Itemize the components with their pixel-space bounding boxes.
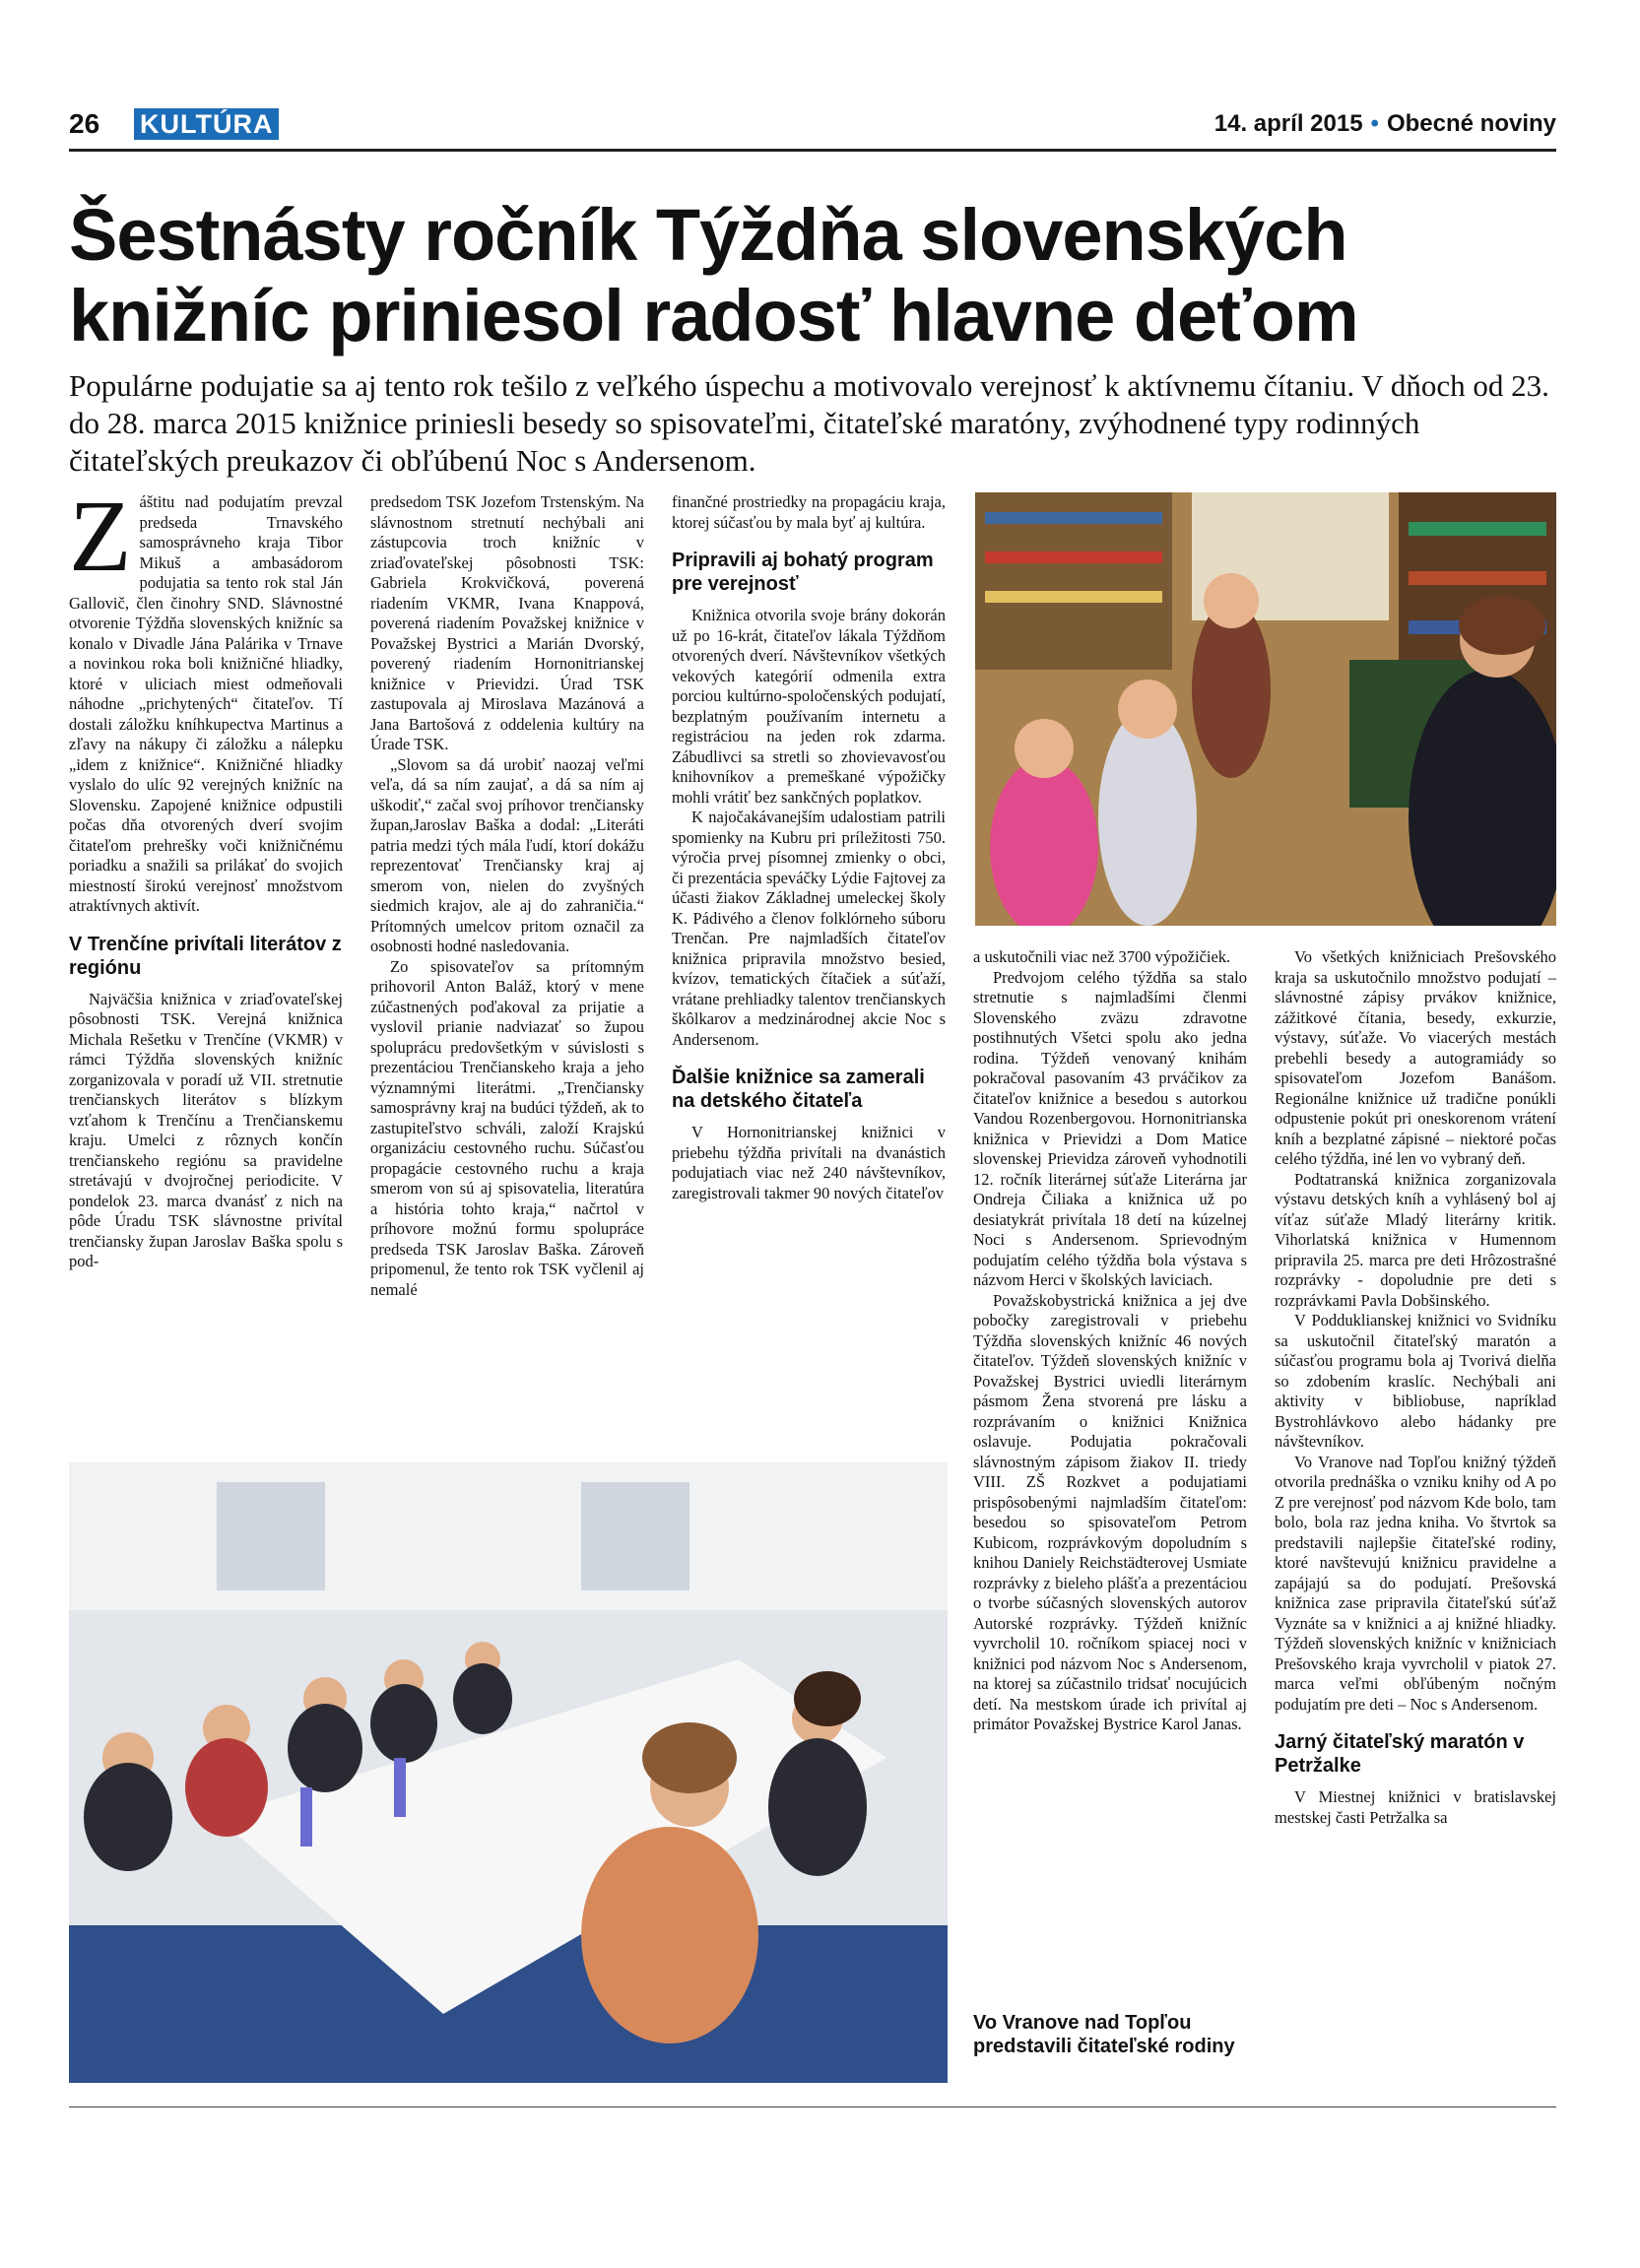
meeting-photo-illustration <box>69 1462 948 2083</box>
paragraph: Považskobystrická knižnica a jej dve pobočky zaregistrovali v priebehu Týždňa slovenských knižníc 46 nových čitateľov. Týždeň slovenských knižníc v Považskej Bystrici uviedli literárnym pásmom Žena stvorená pre lásku a rozprávaním o knižnici Knižnica oslavuje. Podujatia pokračovali slávnostným zápisom žiakov II. triedy VIII. ZŠ Rozkvet a podujatiami prispôsobenými najmladším čitateľom: besedou so spisovateľom Petrom Kubicom, rozprávkovým dopoludním s knihou Daniely Reichstädterovej Usmiate rozprávky z bieleho plášťa a prezentáciou o tvorbe súčasných slovenských autorov Autorské rozprávky. Týždeň knižníc vyvrcholil 10. ročníkom spiacej noci v knižnici pod názvom Noc s Andersenom, na ktorej sa zúčastnilo tridsať nocujúcich detí. Na mestskom úrade ich privítal aj primátor Považskej Bystrice Karol Janas. <box>973 1290 1247 1733</box>
column-5 <box>1275 947 1556 1828</box>
article-headline: Šestnásty ročník Týždňa slovenských knižníc priniesol radosť hlavne deťom <box>69 194 1358 356</box>
paragraph: predsedom TSK Jozefom Trstenským. Na slávnostnom stretnutí nechýbali ani zástupcovia troch knižníc v zriaďovateľskej pôsobnosti TSK: Gabriela Krokvičková, poverená riadením VKMR, Ivana Knappová, poverená riadením Považskej knižnice v Považskej Bystrici a Marián Dvorský, poverený riadením Hornonitrianskej knižnice v Prievidzi. Úrad TSK zastupovala aj Miroslava Mazánová a Jana Bartošová z oddelenia kultúry na Úrade TSK. <box>370 492 644 753</box>
column-4 <box>973 947 1247 1735</box>
paragraph: „Slovom sa dá urobiť naozaj veľmi veľa, dá sa ním zaujať, a dá sa ním aj uškodiť,“ začal svoj príhovor trenčiansky župan,Jaroslav Baška a dodal: „Literáti patria medzi tých mála ľudí, ktorí dokážu reprezentovať Trenčiansky kraj aj smerom von, nielen do zvyšných siedmich krajov, ale aj do zahraničia.“ Prítomných umelcov pritom označil za osobnosti hodné nasledovania. <box>370 754 644 955</box>
page-number: 26 <box>69 108 100 139</box>
subheading: Jarný čitateľský maratón v Petržalke <box>1275 1731 1525 1777</box>
subheading: V Trenčíne privítali literátov z regiónu <box>69 933 342 979</box>
paragraph: V Miestnej knižnici v bratislavskej mestskej časti Petržalka sa <box>1275 1787 1556 1827</box>
paragraph: Vo všetkých knižniciach Prešovského kraja sa uskutočnilo množstvo podujatí – slávnostné zápisy prvákov knižnice, zážitkové čítania, besedy, exkurzie, výstavy, súťaže. Vo viacerých mestách prebehli besedy a autogramiády so spisovateľom Jozefom Banášom. Regionálne knižnice už tradične ponúkli odpustenie pokút pri oneskorenom vrátení kníh a bezplatné zápisné – niektoré počas celého týždňa, iné len vo vybraný deň. <box>1275 947 1556 1168</box>
library-children-photo <box>975 492 1556 926</box>
paragraph: Zo spisovateľov sa prítomným prihovoril Anton Baláž, ktorý v mene zúčastnených poďakoval za prijatie a vyslovil prianie nadviazať so župou spoluprácu predovšetkým v súvislosti s prezentáciou Trenčianskeho kraja a jeho významnými literátmi. „Trenčiansky samosprávny kraj na budúci týždeň, ak to zastupiteľstvo schváli, založí Krajskú organizáciu cestovného ruchu. Súčasťou propagácie cestovného ruchu a kraja smerom von sú aj spisovatelia, literatúra a história tohto kraja,“ načrtol v príhovore možnú formu spolupráce predseda TSK Jaroslav Baška. Zároveň pripomenul, že tento rok TSK vyčlenil aj nemalé <box>370 956 644 1299</box>
separator-dot: • <box>1370 110 1379 137</box>
paragraph: V Podduklianskej knižnici vo Svidníku sa uskutočnil čitateľský maratón a súčasťou programu bola aj Tvorivá dielňa so zdobením kraslíc. Nechýbali ani aktivity v bibliobuse, napríklad Bystrohlávkovo alebo hádanky pre návštevníkov. <box>1275 1311 1556 1451</box>
paragraph-text: áštitu nad podujatím prevzal predseda Trnavského samosprávneho kraja Tibor Mikuš a ambasádorom podujatia sa tento rok stal Ján Gallovič, člen činohry SND. Slávnostné otvorenie Týždňa slovenských knižníc sa konalo v Divadle Jána Palárika v Trnave a novinkou roka boli knižničné hliadky, ktoré v uliciach miest odmeňovali náhodne „prichytených“ čitateľov. Tí dostali záložku kníhkupectva Martinus a zľavy na nákupy či záložku a nálepku „idem z knižnice“. Knižničné hliadky vyslalo do ulíc 92 verejných knižníc na Slovensku. Zapojené knižnice odpustili počas dňa otvorených dverí svojim čitateľom prehrešky voči knižničnému poriadku a snažili sa prilákať do svojich miestností širokú verejnosť množstvom atraktívnych aktivít. <box>69 492 343 915</box>
paragraph: V Hornonitrianskej knižnici v priebehu týždňa privítali na dvanástich podujatiach viac než 240 návštevníkov, zaregistrovali takmer 90 nových čitateľov <box>672 1123 946 1202</box>
footer-rule <box>69 2106 1556 2107</box>
column-3 <box>672 492 946 1203</box>
paragraph: Najväčšia knižnica v zriaďovateľskej pôsobnosti TSK. Verejná knižnica Michala Rešetku v Trenčíne (VKMR) v rámci Týždňa slovenských knižníc zorganizovala v poradí už VII. stretnutie trenčianskych literátov s blízkym vzťahom k Trenčínu a Trenčianskemu kraju. Umelci z rôznych končín trenčianskeho regiónu sa pravidelne stretávajú v dvojročnej periodicite. V pondelok 23. marca dvanásť z nich na pôde Úradu TSK slávnostne privítal trenčiansky župan Jaroslav Baška spolu s pod- <box>69 989 343 1270</box>
subheading: Pripravili aj bohatý program pre verejnosť <box>672 550 934 595</box>
paragraph: Vo Vranove nad Topľou knižný týždeň otvorila prednáška o vzniku knihy od A po Z pre verejnosť pod názvom Kde bolo, tam bolo, bola raz jedna kniha. Vo štvrtok sa predstavili najlepšie čitateľské rodiny, ktoré navštevujú knižnicu pravidelne a zapájajú sa do podujatí. Prešovská knižnica zase pripravila čitateľskú súťaž Vyznáte sa v knižnici a aj knižné hliadky. Týždeň slovenských knižníc v knižniciach Prešovského kraja vyvrcholil v piatok 27. marca veľmi obľúbeným nočným podujatím pre deti – Noc s Andersenom. <box>1275 1452 1556 1714</box>
paragraph: Podtatranská knižnica zorganizovala výstavu detských kníh a vyhlásený bol aj víťaz súťaže Mladý literárny kritik. Vihorlatská knižnica v Humennom pripravila 25. marca pre deti Hrôzostrašné rozprávky - dopoludnie pre deti s rozprávkami Pavla Dobšinského. <box>1275 1169 1556 1310</box>
page-header <box>69 106 1556 146</box>
article-lead: Populárne podujatie sa aj tento rok tešilo z veľkého úspechu a motivovalo verejnosť k aktívnemu čítaniu. V dňoch od 23. do 28. marca 2015 knižnice priniesli besedy so spisovateľmi, čitateľské maratóny, zvýhodnené typy rodinných čitateľských preukazov či obľúbenú Noc s Andersenom. <box>69 368 1549 478</box>
column-1 <box>69 480 343 1272</box>
meeting-room-photo <box>69 1462 948 2083</box>
issue-info <box>1214 106 1556 142</box>
publication-name: Obecné noviny <box>1386 110 1556 137</box>
section-label: KULTÚRA <box>134 108 279 140</box>
paragraph <box>69 480 343 917</box>
issue-date: 14. apríl 2015 <box>1214 110 1363 137</box>
paragraph: a uskutočnili viac než 3700 výpožičiek. <box>973 947 1231 966</box>
paragraph: K najočakávanejším udalostiam patrili spomienky na Kubru pri príležitosti 750. výročia prvej písomnej zmienky o obci, či prezentácia speváčky Lýdie Fajtovej za účasti žiakov Základnej umeleckej školy K. Pádivého a členov folklórneho súboru Trenčan. Pre najmladších čitateľov knižnica pripravila množstvo besied, kvízov, tematických čítačiek a súťaží, vrátane prehliadky talentov trenčianskych škôlkarov a medzinárodnej akcie Noc s Andersenom. <box>672 808 946 1049</box>
header-rule <box>69 149 1556 152</box>
photo-caption: Vo Vranove nad Topľou predstavili čitateľské rodiny <box>973 2012 1235 2057</box>
paragraph: Knižnica otvorila svoje brány dokorán už po 16-krát, čitateľov lákala Týždňom otvorených dverí. Návštevníkov všetkých vekových kategórií odmenila extra porciou kultúrno-spoločenských podujatí, bezplatným používaním internetu a registráciou na jeden rok zdarma. Zábudlivci sa stretli so zhovievavosťou knihovníkov a premeškané výpožičky mohli vrátiť bez sankčných poplatkov. <box>672 606 946 807</box>
subheading: Ďalšie knižnice sa zamerali na detského čitateľa <box>672 1067 925 1112</box>
library-photo-illustration <box>975 492 1556 926</box>
paragraph: finančné prostriedky na propagáciu kraja, ktorej súčasťou by mala byť aj kultúra. <box>672 492 946 532</box>
paragraph: Predvojom celého týždňa sa stalo stretnutie s najmladšími členmi Slovenského zväzu zdravotne postihnutých Všetci spolu ako jedna rodina. Týždeň venovaný knihám pokračoval pasovaním 43 prváčikov za čitateľov knižnice a besedou s autorkou Vandou Rozenbergovou. Hornonitrianska knižnica v Prievidzi a Dom Matice slovenskej Prievidza zároveň vyhodnotili 12. ročník literárnej súťaže Literárna jar Ondreja Čiliaka a knižnica už po desiatykrát privítala 18 detí na kúzelnej Noci s Andersenom. Sprievodným podujatím celého týždňa bola výstava s názvom Herci v školských laviciach. <box>973 967 1247 1289</box>
drop-cap: Z <box>69 480 132 593</box>
column-2 <box>370 492 644 1300</box>
